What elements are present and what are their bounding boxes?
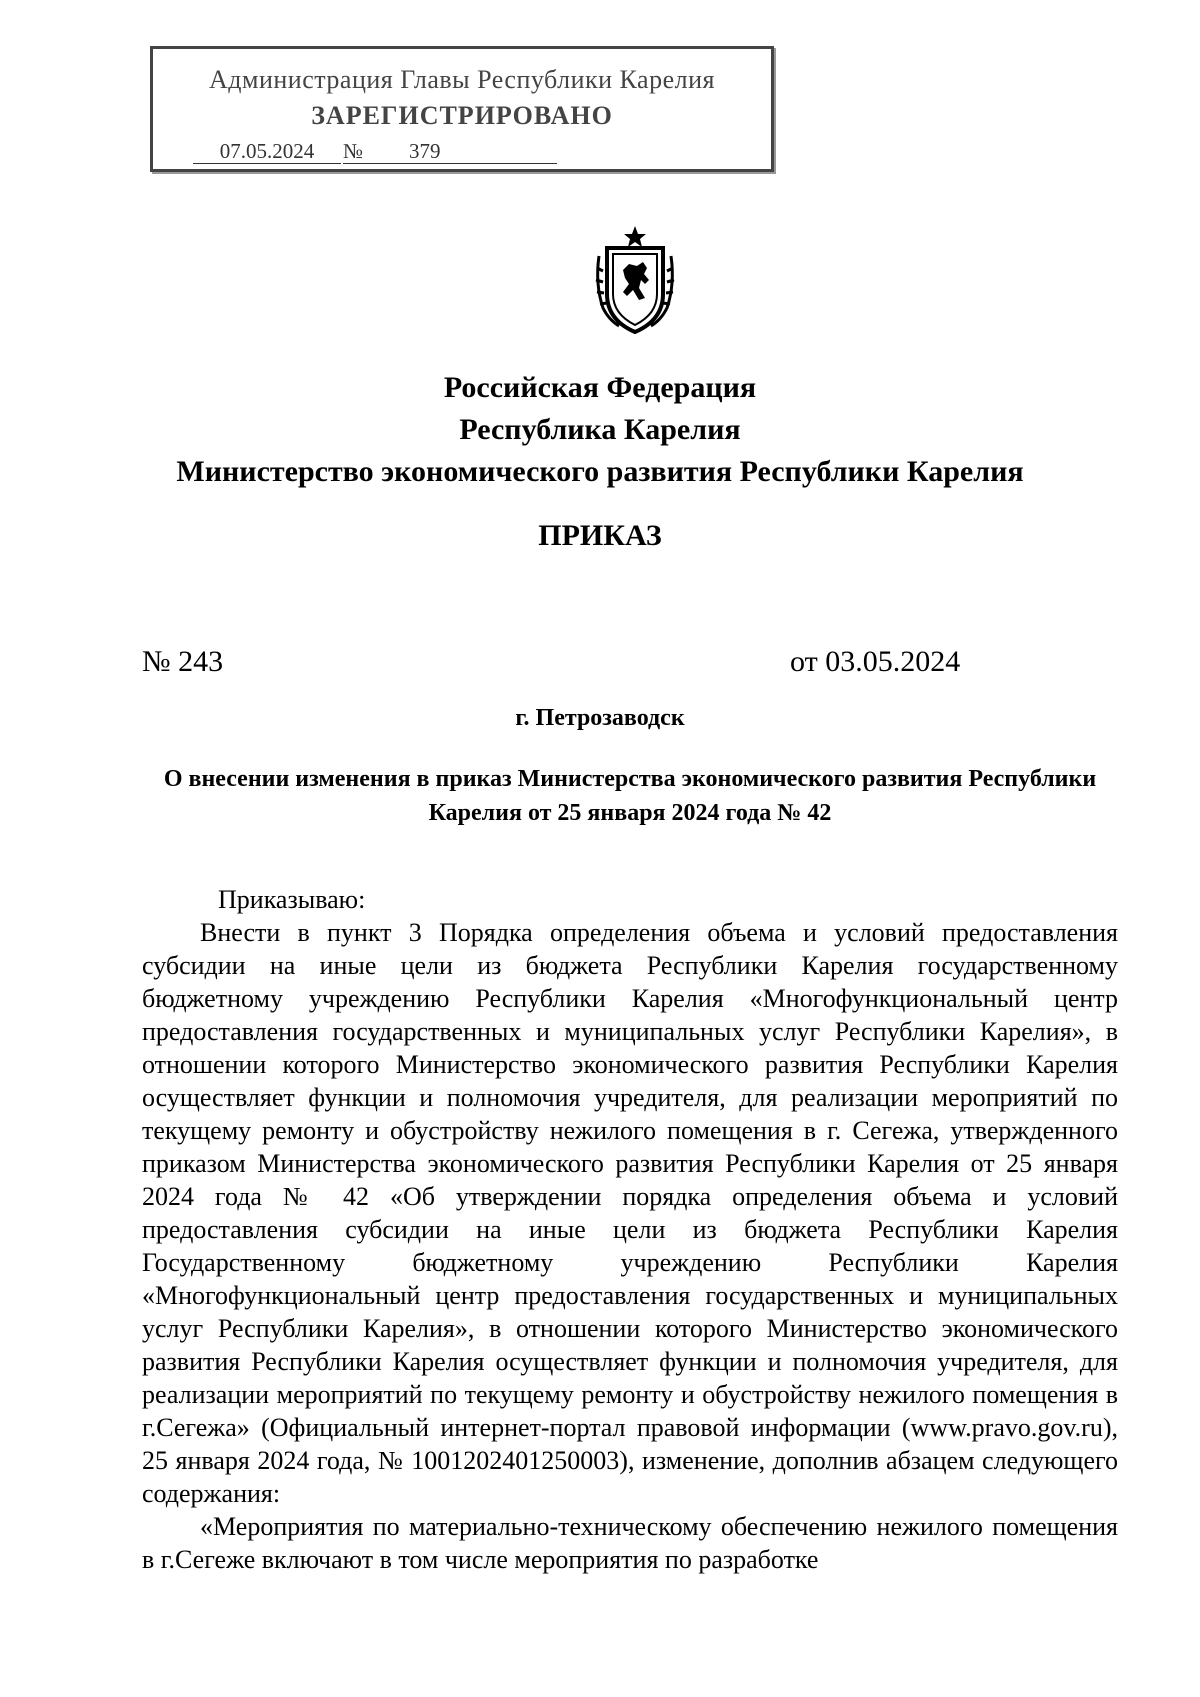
body-paragraph-1: Внести в пункт 3 Порядка определения объема и условий предоставления субсидии на иные цели из бюджета Республики Карелия государственному бюджетному учреждению Республики Карелия «Многофункциональный центр предоставления государственных и муниципальных услуг Республики Карелия», в отношении которого Министерство экономического развития Республики Карелия осуществляет функции и полномочия учредителя, для реализации мероприятий по текущему ремонту и обустройству нежилого помещения в г. Сегежа, утвержденного приказом Министерства экономического развития Республики Карелия от 25 января 2024 года № 42 «Об утверждении порядка определения объема и условий предоставления субсидии на иные цели из бюджета Республики Карелия Государственному бюджетному учреждению Республики Карелия «Многофункциональный центр предоставления государственных и муниципальных услуг Республики Карелия», в отношении которого Министерство экономического развития Республики Карелия осуществляет функции и полномочия учредителя, для реализации мероприятий по текущему ремонту и обустройству нежилого помещения в г.Сегежа» (Официальный интернет-портал правовой информации (www.pravo.gov.ru), 25 января 2024 года, № 1001202401250003), изменение, дополнив абзацем следующего содержания:	[142, 918, 1118, 1508]
document-body	[142, 883, 1118, 1576]
document-title: О внесении изменения в приказ Министерства экономического развития Республики Карелия от 25 января 2024 года № 42	[163, 766, 1097, 826]
country-heading: Российская Федерация	[443, 371, 757, 404]
stamp-number-sign: №	[343, 139, 379, 164]
stamp-date: 07.05.2024	[193, 139, 341, 164]
ministry-heading: Министерство экономического развития Республики Карелия	[176, 455, 1024, 488]
stamp-authority: Администрация Главы Республики Карелия	[209, 65, 715, 94]
republic-heading: Республика Карелия	[459, 413, 741, 446]
order-date: от 03.05.2024	[790, 645, 961, 678]
body-lead: Приказываю:	[218, 885, 366, 914]
document-type: ПРИКАЗ	[538, 519, 662, 552]
stamp-number: 379	[379, 139, 557, 164]
order-number: № 243	[142, 645, 224, 678]
karelia-coat-of-arms-icon	[589, 224, 681, 336]
registration-stamp	[150, 46, 774, 172]
order-city: г. Петрозаводск	[515, 705, 685, 731]
body-paragraph-2: «Мероприятия по материально-техническому обеспечению нежилого помещения в г.Сегеже включают в том числе мероприятия по разработке	[142, 1512, 1118, 1574]
stamp-registered-label: ЗАРЕГИСТРИРОВАНО	[311, 101, 613, 130]
